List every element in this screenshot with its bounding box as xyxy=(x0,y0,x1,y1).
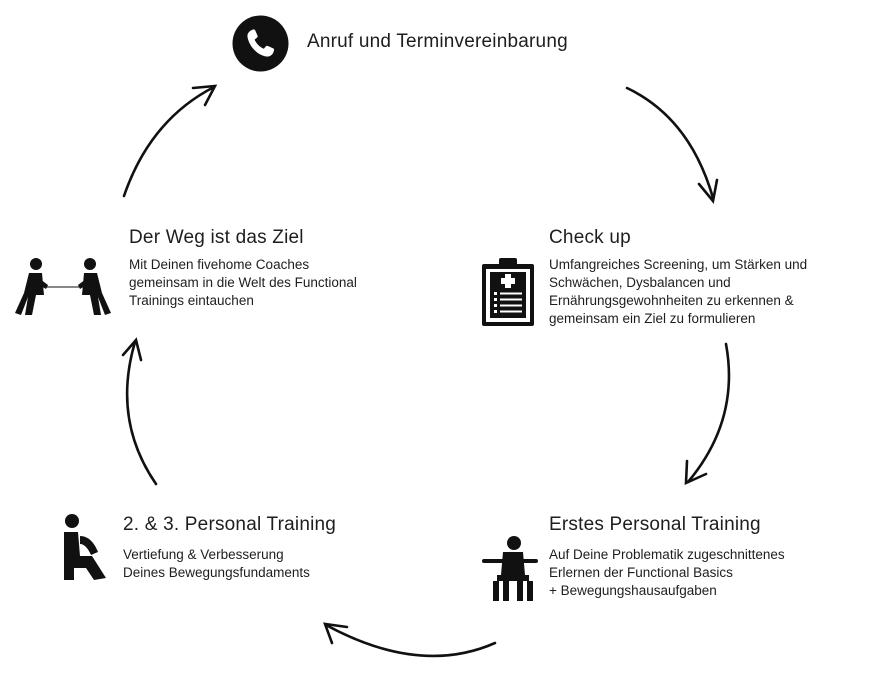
seated-person-icon xyxy=(481,535,539,603)
clipboard-icon xyxy=(481,257,535,327)
description-line: Erlernen der Functional Basics xyxy=(549,565,733,580)
description-line: Vertiefung & Verbesserung xyxy=(123,547,284,562)
step-second-training-description xyxy=(123,546,310,582)
arrow-checkup-to-first-training xyxy=(688,344,729,482)
description-line: gemeinsam in die Welt des Functional xyxy=(129,275,357,290)
step-journey-title: Der Weg ist das Ziel xyxy=(129,227,304,248)
step-first-training-title: Erstes Personal Training xyxy=(549,514,761,535)
arrow-journey-to-call xyxy=(124,87,214,196)
description-line: Mit Deinen fivehome Coaches xyxy=(129,257,310,272)
kneeling-person-icon xyxy=(60,512,112,582)
arrow-second-training-to-journey xyxy=(127,342,156,484)
description-line: Auf Deine Problematik zugeschnittenes xyxy=(549,547,785,562)
description-line: Ernährungsgewohnheiten zu erkennen & xyxy=(549,293,794,308)
step-second-training-title: 2. & 3. Personal Training xyxy=(123,514,337,535)
description-line: Schwächen, Dysbalancen und xyxy=(549,275,731,290)
arrow-call-to-checkup xyxy=(627,88,713,198)
step-checkup-description xyxy=(549,256,807,328)
description-line: Umfangreiches Screening, um Stärken und xyxy=(549,257,808,272)
description-line: gemeinsam ein Ziel zu formulieren xyxy=(549,311,756,326)
step-checkup-title: Check up xyxy=(549,227,631,248)
description-line: + Bewegungshausaufgaben xyxy=(549,583,717,598)
description-line: Deines Bewegungsfundaments xyxy=(123,565,310,580)
step-journey-description xyxy=(129,256,357,310)
step-call-title: Anruf und Terminvereinbarung xyxy=(307,31,568,52)
step-first-training-description xyxy=(549,546,785,600)
description-line: Trainings eintauchen xyxy=(129,293,254,308)
phone-icon xyxy=(232,15,289,72)
tug-of-war-icon xyxy=(14,257,112,317)
arrow-first-to-second-training xyxy=(326,625,495,656)
